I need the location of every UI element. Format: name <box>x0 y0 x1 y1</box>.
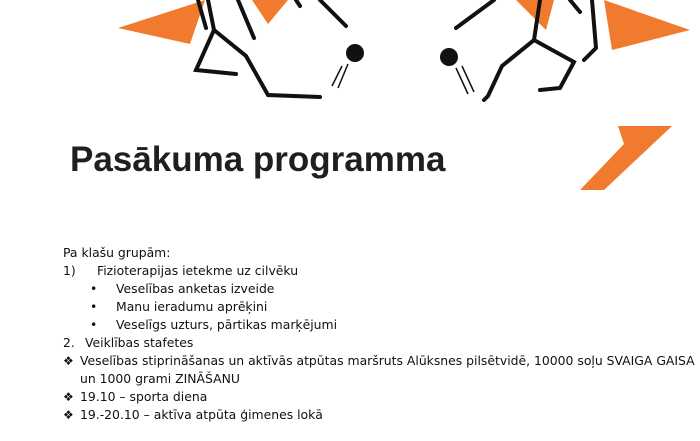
running-figure-right <box>484 0 596 100</box>
bullet-text: Veselības anketas izveide <box>116 281 275 296</box>
ball-left-icon <box>346 44 364 62</box>
running-figure-right-2 <box>456 0 494 28</box>
section-item <box>63 262 693 280</box>
bullet-icon: • <box>90 317 98 332</box>
bullet-icon: • <box>90 281 98 296</box>
diamond-item-continuation <box>63 370 693 388</box>
diamond-item <box>63 352 693 370</box>
ball-motion-left <box>332 64 348 88</box>
bullet-text: Manu ieradumu aprēķini <box>116 299 268 314</box>
orange-flag-right-1 <box>516 0 554 30</box>
section-number: 2. <box>63 335 75 350</box>
program-content <box>63 244 693 424</box>
diamond-text-continuation: un 1000 grami ZINĀŠANU <box>80 371 240 386</box>
running-figure-left <box>196 0 320 97</box>
section-number: 1) <box>63 263 76 278</box>
bullet-text: Veselīgs uzturs, pārtikas marķējumi <box>116 317 338 332</box>
intro-line: Pa klašu grupām: <box>63 245 171 260</box>
section-label: Veiklības stafetes <box>85 335 194 350</box>
diamond-bullet-icon: ❖ <box>63 390 74 404</box>
orange-flag-left-2 <box>252 0 288 24</box>
orange-flag-right-2 <box>604 0 690 50</box>
diamond-text: Veselības stiprināšanas un aktīvās atpūtas maršruts Alūksnes pilsētvidē, 10000 soļu SVAIGA GAISA <box>80 353 695 368</box>
ball-motion-right <box>456 66 474 94</box>
page-title: Pasākuma programma <box>70 140 446 179</box>
running-figure-left-2 <box>296 0 346 26</box>
ball-right-icon <box>440 48 458 66</box>
diamond-text: 19.10 – sporta diena <box>80 389 208 404</box>
section-item <box>63 334 693 352</box>
orange-flag-left-1 <box>118 0 205 44</box>
bullet-item <box>63 280 693 298</box>
orange-flag-lower-right <box>580 126 672 190</box>
section-label: Fizioterapijas ietekme uz cilvēku <box>97 263 299 278</box>
diamond-item <box>63 388 693 406</box>
diamond-bullet-icon: ❖ <box>63 408 74 422</box>
bullet-icon: • <box>90 299 98 314</box>
diamond-bullet-icon: ❖ <box>63 354 74 368</box>
bullet-item <box>63 316 693 334</box>
diamond-item <box>63 406 693 424</box>
bullet-item <box>63 298 693 316</box>
diamond-text: 19.-20.10 – aktīva atpūta ģimenes lokā <box>80 407 323 422</box>
